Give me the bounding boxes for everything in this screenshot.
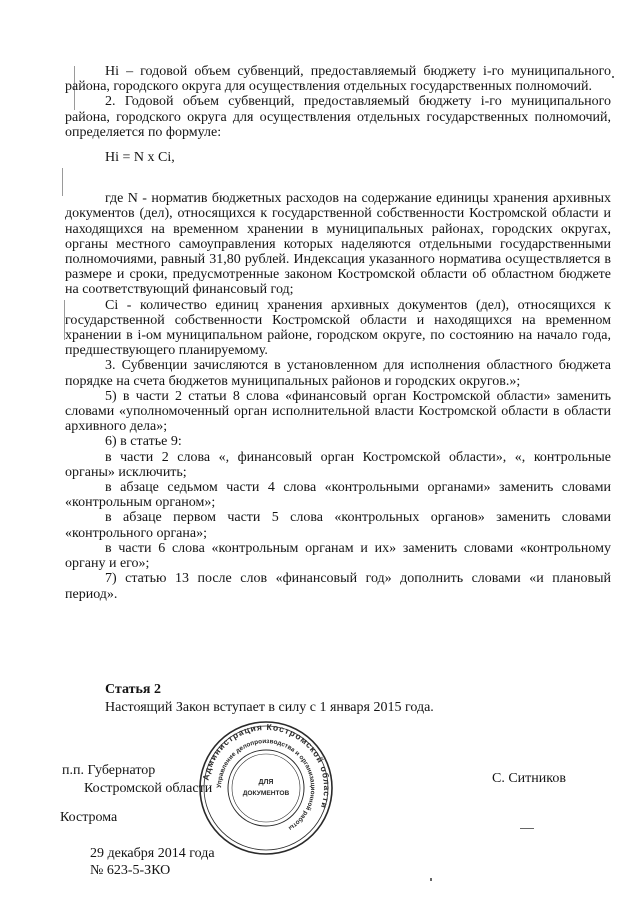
city: Кострома — [60, 810, 118, 825]
scan-speck — [430, 878, 432, 881]
svg-text:ДОКУМЕНТОВ: ДОКУМЕНТОВ — [242, 790, 290, 797]
scan-margin-mark — [62, 168, 63, 196]
paragraph-amendment-6-part2: в части 2 слова «, финансовый орган Костромской области», «, контрольные органы» исключить; — [65, 449, 611, 480]
signatory-name: С. Ситников — [492, 771, 566, 786]
official-seal — [198, 720, 334, 856]
formula: Нi = N x Ci, — [105, 150, 175, 166]
paragraph-amendment-5: 5) в части 2 статьи 8 слова «финансовый орган Костромской области» заменить словами «уполномоченный орган исполнительной власти Костромской области в области архивного дела»; — [65, 388, 611, 435]
paragraph-ci-definition: Ci - количество единиц хранения архивных документов (дел), относящихся к государственной собственности Костромской области и находящихся на временном хранении в i-ом муниципальном районе, городском округе, по состоянию на начало года, предшествующего планируемому. — [65, 297, 611, 359]
svg-text:ДЛЯ: ДЛЯ — [258, 779, 274, 786]
paragraph-amendment-6: 6) в статье 9: — [105, 434, 182, 450]
paragraph-amendment-6-part5: в абзаце первом части 5 слова «контрольных органов» заменить словами «контрольного органа»; — [65, 510, 611, 541]
article-text: Настоящий Закон вступает в силу с 1 января 2015 года. — [105, 700, 434, 715]
paragraph-amendment-7: 7) статью 13 после слов «финансовый год» дополнить словами «и плановый период». — [65, 571, 611, 602]
signatory-title-line2: Костромской области — [84, 781, 213, 796]
scan-speck — [520, 828, 534, 829]
paragraph-annual-volume: 2. Годовой объем субвенций, предоставляемый бюджету i-го муниципального района, городского округа для осуществления отдельных государственных полномочий, определяется по формуле: — [65, 94, 611, 140]
svg-text:Администрация Костромской обла: Администрация Костромской области — [200, 721, 333, 811]
paragraph-norm-definition: где N - норматив бюджетных расходов на содержание единицы хранения архивных документов (дел), относящихся к государственной собственности Костромской области и находящихся на временном хранении в муниципальных районах, городских округах, органы местного самоуправления которых наделяются отдельными государственными полномочиями, равный 31,80 рублей. Индексация указанного норматива осуществляется в размере и сроки, предусмотренные законом Костромской области об областном бюджете на соответствующий финансовый год; — [65, 191, 611, 298]
paragraph-amendment-6-part4: в абзаце седьмом части 4 слова «контрольными органами» заменить словами «контрольным органом»; — [65, 480, 611, 511]
signatory-title-line1: п.п. Губернатор — [62, 763, 156, 778]
scan-speck — [612, 76, 614, 78]
article-heading: Статья 2 — [105, 682, 161, 697]
law-number: № 623-5-ЗКО — [90, 863, 171, 878]
svg-text:Управление делопроизводства и: Управление делопроизводства и организационной работы — [215, 737, 317, 832]
document-body — [65, 64, 611, 602]
paragraph-subventions-transfer: 3. Субвенции зачисляются в установленном для исполнения областного бюджета порядке на счета бюджетов муниципальных районов и городских округов.»; — [65, 358, 611, 389]
signing-date: 29 декабря 2014 года — [90, 846, 215, 861]
paragraph-amendment-6-part6: в части 6 слова «контрольным органам и их» заменить словами «контрольному органу и его»; — [65, 540, 611, 572]
paragraph-hi-definition: Нi – годовой объем субвенций, предоставляемый бюджету i-го муниципального района, городского округа для осуществления отдельных государственных полномочий. — [65, 64, 611, 95]
